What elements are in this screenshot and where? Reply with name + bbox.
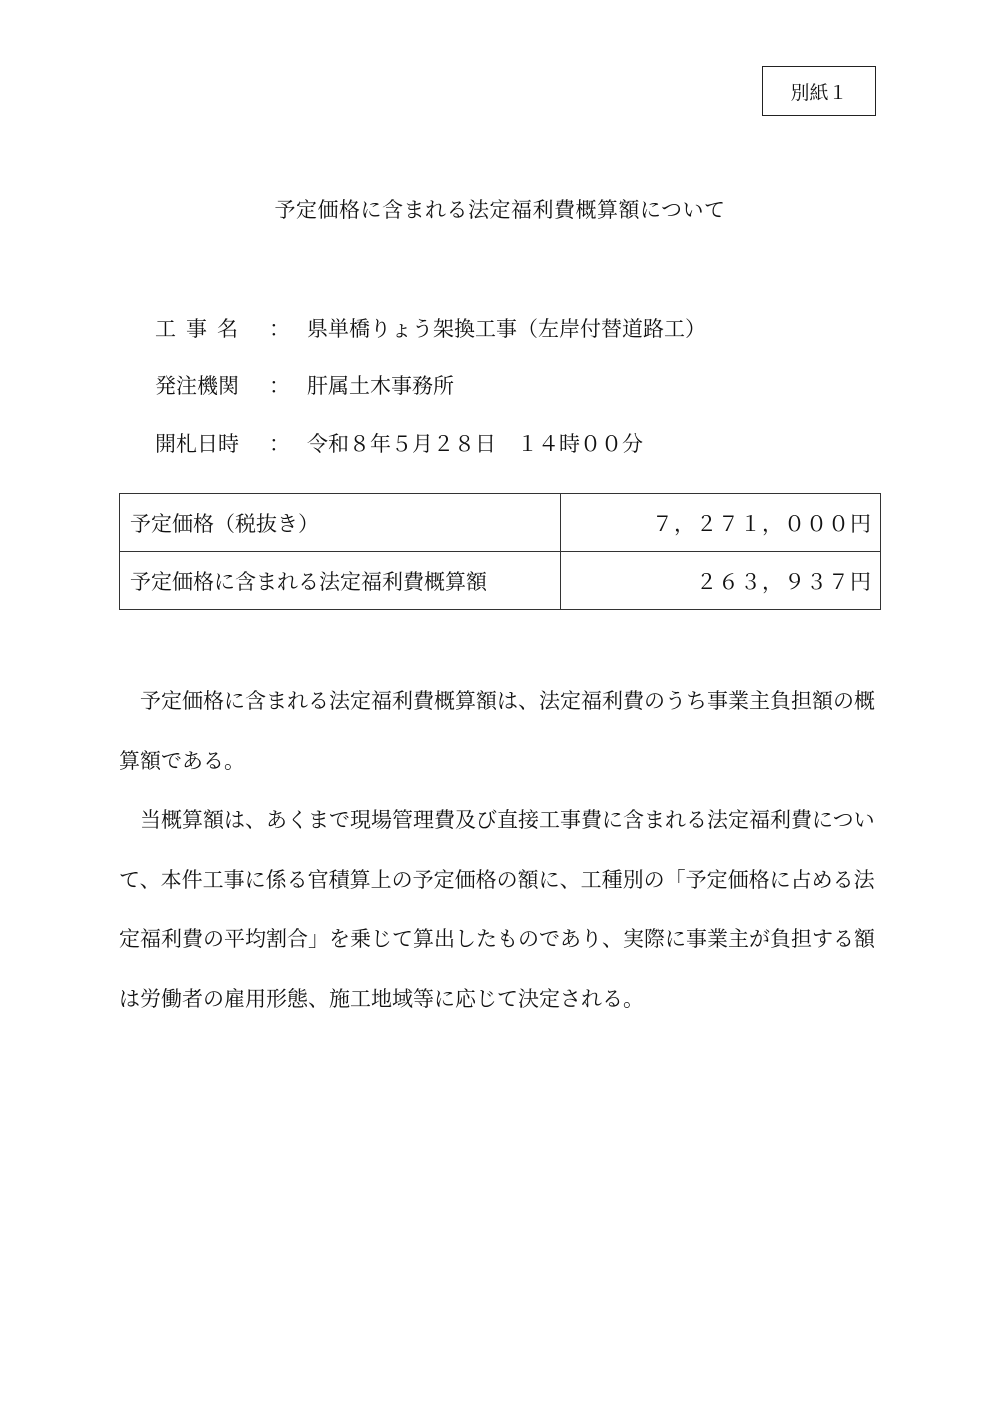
welfare-cost-label: 予定価格に含まれる法定福利費概算額 [120, 552, 561, 610]
page-title: 予定価格に含まれる法定福利費概算額について [274, 198, 726, 222]
amount-table [119, 493, 881, 610]
bid-opening-value: 令和８年５月２８日 １４時００分 [307, 432, 643, 456]
project-name-label: 工事名 [155, 317, 248, 341]
welfare-cost-value: ２６３，９３７円 [561, 552, 881, 610]
explanation-paragraph-1: 予定価格に含まれる法定福利費概算額は、法定福利費のうち事業主負担額の概算額である。 [119, 689, 875, 773]
bid-opening-label: 開札日時 [155, 432, 239, 456]
colon: ： [269, 317, 290, 341]
table-row [120, 552, 881, 610]
ordering-agency-value: 肝属土木事務所 [307, 374, 454, 398]
planned-price-label: 予定価格（税抜き） [120, 494, 561, 552]
ordering-agency-label: 発注機関 [155, 374, 239, 398]
attachment-label: 別紙１ [762, 66, 876, 116]
colon: ： [269, 432, 290, 456]
colon: ： [269, 374, 290, 398]
project-name-value: 県単橋りょう架換工事（左岸付替道路工） [307, 317, 706, 341]
planned-price-value: ７，２７１，０００円 [561, 494, 881, 552]
explanation-paragraph-2: 当概算額は、あくまで現場管理費及び直接工事費に含まれる法定福利費について、本件工事に係る官積算上の予定価格の額に、工種別の「予定価格に占める法定福利費の平均割合」を乗じて算出したものであり、実際に事業主が負担する額は労働者の雇用形態、施工地域等に応じて決定される。 [119, 808, 875, 1011]
table-row [120, 494, 881, 552]
